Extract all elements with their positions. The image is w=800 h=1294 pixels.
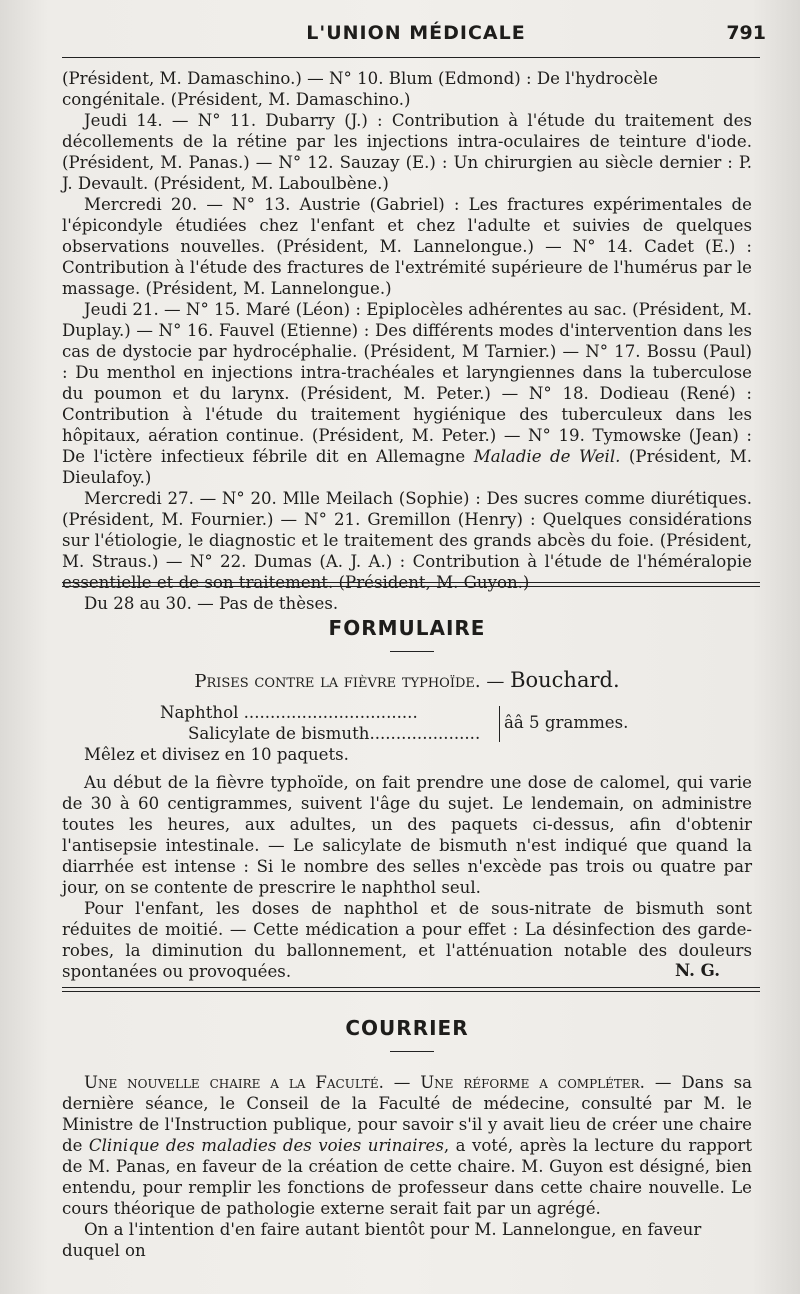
prescription [160, 702, 480, 744]
header-rule [62, 57, 760, 58]
page-header [62, 22, 770, 52]
ingredient: Naphthol ................................. [160, 703, 418, 722]
recipe-instruction: Mêlez et divisez en 10 paquets. [84, 745, 349, 764]
recipe-name: Prises contre la fièvre typhoïde. — [194, 671, 505, 692]
theses-entry: Jeudi 14. — N° 11. Dubarry (J.) : Contribution à l'étude du traitement des décollements de la rétine par les injections intra-oculaires de teinture d'iode. (Président, M. Panas.) — N° 12. Sauzay (E.) : Un chirurgien au siècle dernier : P. J. Devault. (Président, M. Laboulbène.) [62, 111, 752, 193]
theses-entry [62, 299, 752, 488]
section-divider [62, 987, 760, 992]
courrier-heading: COURRIER [345, 1016, 469, 1040]
theses-list [62, 68, 752, 614]
dose: ââ 5 grammes. [504, 713, 629, 732]
formulaire-paragraph: Au début de la fièvre typhoïde, on fait prendre une dose de calomel, qui varie de 30 à 60 centigrammes, suivent l'âge du sujet. Le lendemain, on administre toutes les heures, aux adultes, un des paquets ci-dessus, afin d'obtenir l'antisepsie intestinale. — Le salicylate de bismuth n'est indiqué que quand la diarrhée est intense : Si le nombre des selles n'excède pas trois ou quatre par jour, on se contente de prescrire le naphthol seul. [62, 773, 752, 897]
signature: N. G. [674, 960, 720, 980]
ingredient: Salicylate de bismuth..................... [188, 724, 481, 743]
theses-entry: (Président, M. Damaschino.) — N° 10. Blum (Edmond) : De l'hydrocèle congénitale. (Président, M. Damaschino.) [62, 69, 658, 109]
formulaire-heading: FORMULAIRE [328, 616, 486, 640]
recipe-author: Bouchard. [510, 668, 620, 692]
brace [493, 706, 500, 742]
maladie-de-weil: Maladie de Weil. [473, 447, 621, 466]
formulaire-text [62, 772, 752, 982]
recipe-title [62, 668, 752, 692]
clinique-title: Clinique des maladies des voies urinaires [88, 1136, 444, 1155]
page-number: 791 [726, 22, 766, 44]
theses-entry-text: Jeudi 21. — N° 15. Maré (Léon) : Epiplocèles adhérentes au sac. (Président, M. Duplay.) — N° 16. Fauvel (Etienne) : Des différents modes d'intervention dans les cas de dystocie par hydrocéphalie. (Président, M Tarnier.) — N° 17. Bossu (Paul) : Du menthol en injections intra-trachéales et laryngiennes dans la tuberculose du poumon et du larynx. (Président, M. Peter.) — N° 18. Dodieau (René) : Contribution à l'étude du traitement hygiénique des tuberculeux dans les hôpitaux, aération continue. (Président, M. Peter.) — N° 19. Tymowske (Jean) : De l'ictère infectieux fébrile dit en Allemagne [62, 300, 752, 466]
theses-entry: Mercredi 20. — N° 13. Austrie (Gabriel) : Les fractures expérimentales de l'épicondyle étudiées chez l'enfant et chez l'adulte et suivies de quelques observations nouvelles. (Président, M. Lannelongue.) — N° 14. Cadet (E.) : Contribution à l'étude des fractures de l'extrémité supérieure de l'humérus par le massage. (Président, M. Lannelongue.) [62, 195, 752, 298]
theses-entry: Mercredi 27. — N° 20. Mlle Meilach (Sophie) : Des sucres comme diurétiques. (Président, M. Fournier.) — N° 21. Gremillon (Henry) : Quelques considérations sur l'étiologie, le diagnostic et le traitement des grands abcès du foie. (Président, M. Straus.) — N° 22. Dumas (A. J. A.) : Contribution à l'étude de l'héméralopie essentielle et de son traitement. (Président, M. Guyon.) [62, 489, 752, 592]
section-divider [62, 582, 760, 587]
heading-rule [390, 1051, 434, 1052]
courrier-text-a: — Dans sa dernière séance, le Conseil de la Faculté de médecine, consulté par M. le Ministre de l'Instruction publique, pour savoir s'il y avait lieu de créer une chaire de [62, 1073, 752, 1155]
formulaire-paragraph: Pour l'enfant, les doses de naphthol et de sous-nitrate de bismuth sont réduites de moitié. — Cette médication a pour effet : La désinfection des garde-robes, la diminution du ballonnement, et l'atténuation notable des douleurs spontanées ou provoquées. [62, 899, 752, 981]
theses-entry: Du 28 au 30. — Pas de thèses. [84, 594, 339, 613]
courrier-text-b: , a voté, après la lecture du rapport de M. Panas, en faveur de la création de cette chaire. M. Guyon est désigné, bien entendu, pour remplir les fonctions de professeur dans cette chaire nouvelle. Le cours théorique de pathologie externe serait fait par un agrégé. [62, 1136, 752, 1218]
courrier-paragraph: On a l'intention d'en faire autant bientôt pour M. Lannelongue, en faveur duquel on [62, 1220, 702, 1260]
courrier-lead-in: Une nouvelle chaire a la Faculté. — Une réforme a compléter. [84, 1073, 645, 1092]
theses-entry-tail: (Président, M. Dieulafoy.) [62, 447, 752, 487]
heading-rule [390, 651, 434, 652]
courrier-text [62, 1072, 752, 1261]
journal-title: L'UNION MÉDICALE [306, 22, 526, 44]
courrier-paragraph [62, 1072, 752, 1219]
